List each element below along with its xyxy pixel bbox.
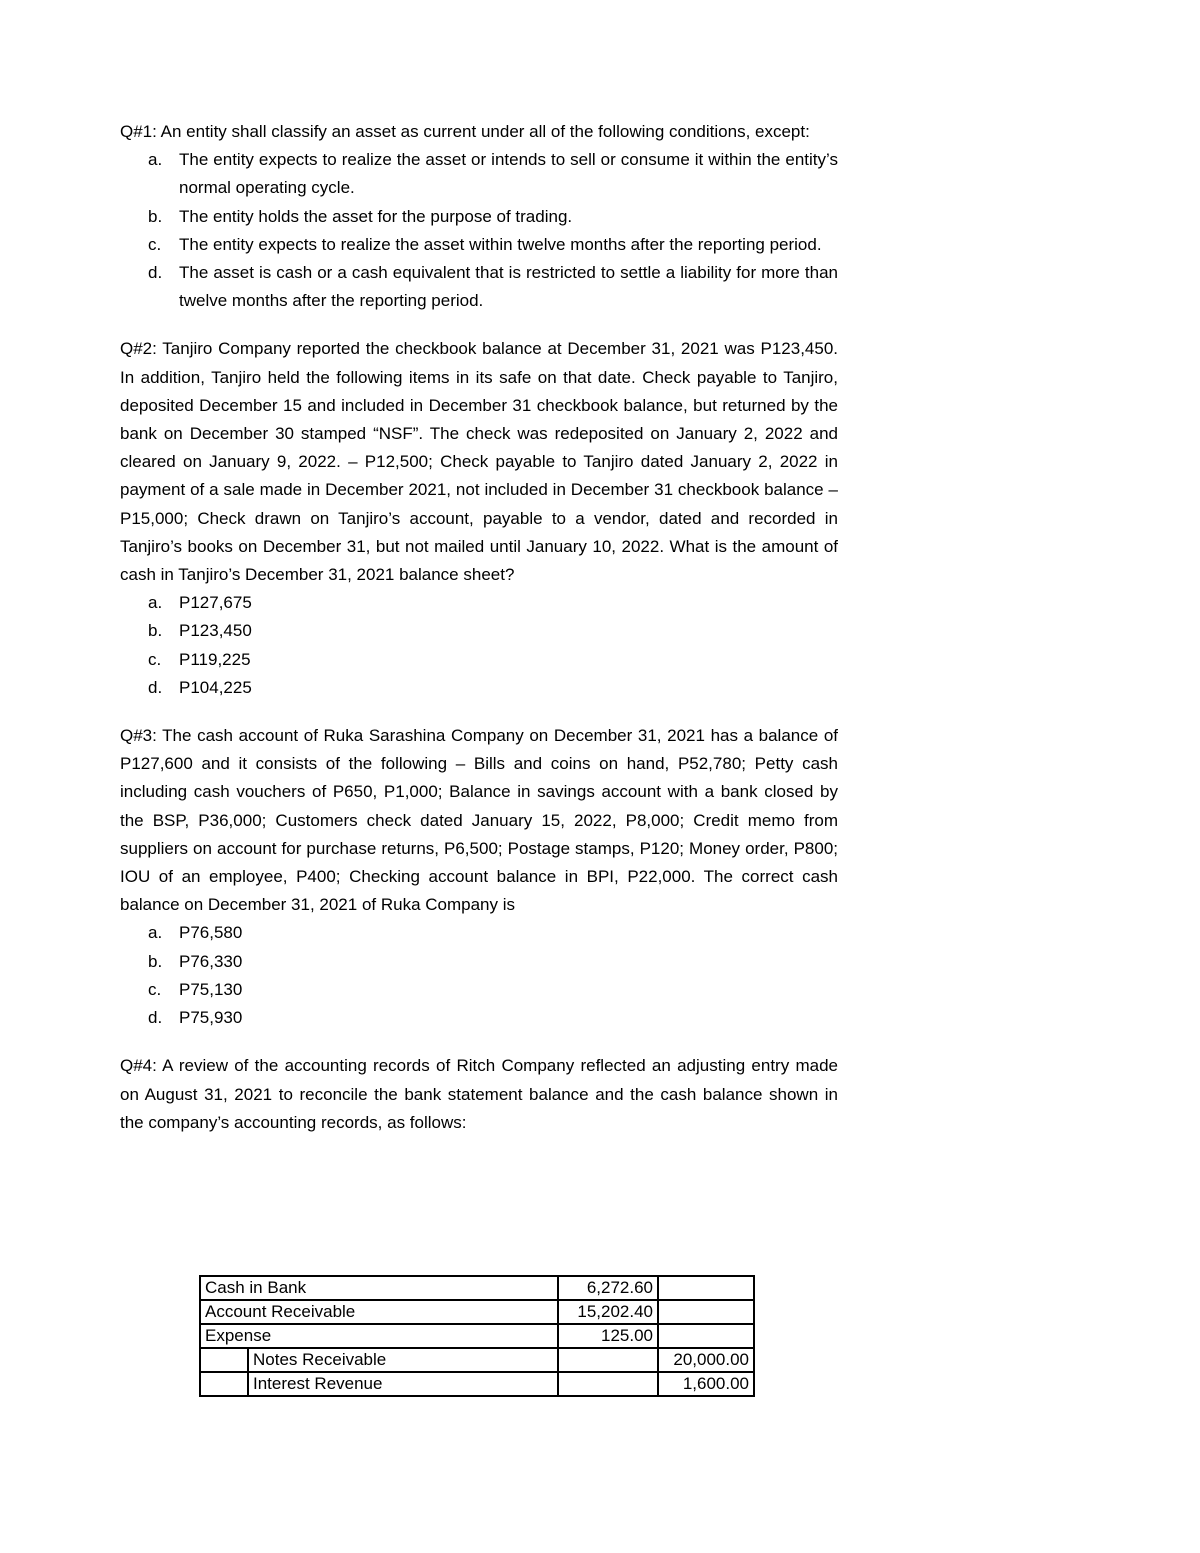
option-letter: c. — [148, 979, 162, 999]
answer-option — [120, 919, 838, 947]
option-letter: b. — [148, 206, 163, 226]
answer-option — [120, 231, 838, 259]
option-letter: d. — [148, 263, 163, 283]
table-row — [200, 1276, 754, 1300]
question-text: Q#4: A review of the accounting records of Ritch Company reflected an adjusting entry made on August 31, 2021 to reconcile the bank statement balance and the cash balance shown in the company’s accounting records, as follows: — [120, 1056, 838, 1132]
table-row — [200, 1324, 754, 1348]
credit-cell: 20,000.00 — [658, 1348, 754, 1372]
answer-option — [120, 646, 838, 674]
option-text: P119,225 — [179, 649, 251, 669]
credit-cell — [658, 1276, 754, 1300]
adjusting-entry-table — [199, 1275, 755, 1397]
table-row — [200, 1348, 754, 1372]
debit-cell: 6,272.60 — [558, 1276, 658, 1300]
option-text: P127,675 — [179, 593, 252, 613]
option-text: The asset is cash or a cash equivalent that is restricted to settle a liability for more than twelve months after the reporting period. — [179, 263, 838, 311]
question-text: Q#3: The cash account of Ruka Sarashina Company on December 31, 2021 has a balance of P127,600 and it consists of the following – Bills and coins on hand, P52,780; Petty cash including cash vouchers of P650, P1,000; Balance in savings account with a bank closed by the BSP, P36,000; Customers check dated January 15, 2022, P8,000; Credit memo from suppliers on account for purchase returns, P6,500; Postage stamps, P120; Money order, P800; IOU of an employee, P400; Checking account balance in BPI, P22,000. The correct cash balance on December 31, 2021 of Ruka Company is — [120, 726, 838, 915]
answer-option — [120, 589, 838, 617]
account-cell: Notes Receivable — [248, 1348, 558, 1372]
answer-option — [120, 674, 838, 702]
option-letter: a. — [148, 150, 163, 170]
table-row — [200, 1372, 754, 1396]
account-cell: Account Receivable — [200, 1300, 558, 1324]
debit-cell: 15,202.40 — [558, 1300, 658, 1324]
option-letter: a. — [148, 923, 163, 943]
answer-options — [120, 919, 838, 1032]
answer-option — [120, 948, 838, 976]
indent-cell — [200, 1372, 248, 1396]
answer-option — [120, 259, 838, 315]
debit-cell: 125.00 — [558, 1324, 658, 1348]
answer-option — [120, 203, 838, 231]
question-4 — [120, 1052, 838, 1137]
option-letter: d. — [148, 677, 163, 697]
debit-cell — [558, 1348, 658, 1372]
credit-cell — [658, 1324, 754, 1348]
question-3 — [120, 722, 838, 1032]
option-letter: b. — [148, 951, 163, 971]
answer-options — [120, 589, 838, 702]
credit-cell — [658, 1300, 754, 1324]
debit-cell — [558, 1372, 658, 1396]
question-2 — [120, 335, 838, 702]
answer-option — [120, 976, 838, 1004]
option-text: P75,130 — [179, 979, 243, 999]
option-text: P76,580 — [179, 923, 243, 943]
option-text: The entity holds the asset for the purpose of trading. — [179, 206, 573, 226]
option-letter: c. — [148, 234, 162, 254]
answer-options — [120, 146, 838, 315]
indent-cell — [200, 1348, 248, 1372]
answer-option — [120, 617, 838, 645]
option-letter: a. — [148, 593, 163, 613]
question-text: Q#1: An entity shall classify an asset as current under all of the following conditions, except: — [120, 122, 810, 141]
option-letter: b. — [148, 621, 163, 641]
account-cell: Cash in Bank — [200, 1276, 558, 1300]
answer-option — [120, 146, 838, 202]
option-letter: c. — [148, 649, 162, 669]
option-letter: d. — [148, 1008, 163, 1028]
credit-cell: 1,600.00 — [658, 1372, 754, 1396]
option-text: P76,330 — [179, 951, 243, 971]
account-cell: Expense — [200, 1324, 558, 1348]
answer-option — [120, 1004, 838, 1032]
option-text: P104,225 — [179, 677, 252, 697]
account-cell: Interest Revenue — [248, 1372, 558, 1396]
option-text: P75,930 — [179, 1008, 243, 1028]
option-text: The entity expects to realize the asset within twelve months after the reporting period. — [179, 234, 822, 254]
question-1 — [120, 118, 838, 315]
option-text: P123,450 — [179, 621, 252, 641]
table-row — [200, 1300, 754, 1324]
document-page — [120, 118, 838, 1157]
question-text: Q#2: Tanjiro Company reported the checkbook balance at December 31, 2021 was P123,450. In addition, Tanjiro held the following items in its safe on that date. Check payable to Tanjiro, deposited December 15 and included in December 31 checkbook balance, but returned by the bank on December 30 stamped “NSF”. The check was redeposited on January 2, 2022 and cleared on January 9, 2022. – P12,500; Check payable to Tanjiro dated January 2, 2022 in payment of a sale made in December 2021, not included in December 31 checkbook balance – P15,000; Check drawn on Tanjiro’s account, payable to a vendor, dated and recorded in Tanjiro’s books on December 31, but not mailed until January 10, 2022. What is the amount of cash in Tanjiro’s December 31, 2021 balance sheet? — [120, 339, 838, 585]
option-text: The entity expects to realize the asset or intends to sell or consume it within the entity’s normal operating cycle. — [179, 150, 838, 198]
